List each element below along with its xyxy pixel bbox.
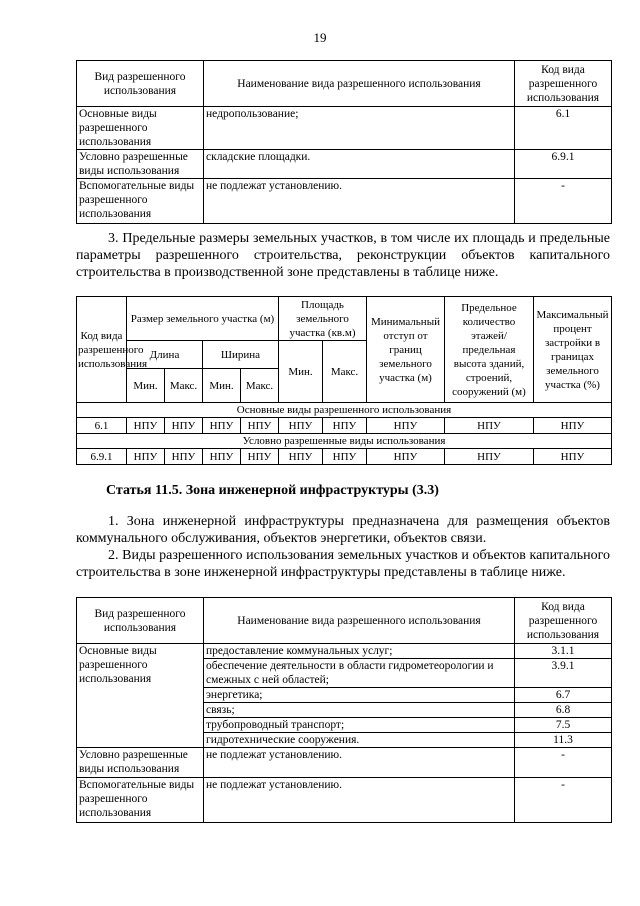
use-code: 6.1	[515, 107, 612, 150]
cell-value: НПУ	[445, 449, 534, 465]
header-use-code: Код вида разрешенного использования	[515, 598, 612, 644]
use-name: предоставление коммунальных услуг;	[204, 644, 515, 659]
permitted-use-table-production	[76, 60, 612, 224]
cell-value: НПУ	[165, 418, 203, 434]
use-name: складские площадки.	[204, 150, 515, 179]
use-code: -	[515, 179, 612, 224]
header-width-max: Макс.	[241, 369, 279, 403]
cell-value: НПУ	[279, 449, 323, 465]
use-category: Вспомогательные виды разрешенного использования	[77, 179, 204, 224]
cell-value: НПУ	[445, 418, 534, 434]
table-row	[77, 150, 612, 179]
cell-value: НПУ	[165, 449, 203, 465]
cell-value: НПУ	[203, 449, 241, 465]
header-use-code: Код вида разрешенного использования	[515, 61, 612, 107]
use-name: энергетика;	[204, 688, 515, 703]
header-width-min: Мин.	[203, 369, 241, 403]
cell-value: НПУ	[367, 449, 445, 465]
use-code: 6.7	[515, 688, 612, 703]
use-name: связь;	[204, 703, 515, 718]
use-code: -	[515, 778, 612, 823]
use-category: Вспомогательные виды разрешенного использования	[77, 778, 204, 823]
header-indent: Минимальный отступ от границ земельного участка (м)	[367, 297, 445, 403]
header-width: Ширина	[203, 341, 279, 369]
use-category: Условно разрешенные виды использования	[77, 748, 204, 778]
use-name: трубопроводный транспорт;	[204, 718, 515, 733]
use-code: 6.8	[515, 703, 612, 718]
use-category: Условно разрешенные виды использования	[77, 150, 204, 179]
permitted-use-table-engineering	[76, 597, 612, 823]
table-row	[77, 644, 612, 659]
use-name: не подлежат установлению.	[204, 179, 515, 224]
row-code: 6.1	[77, 418, 127, 434]
cell-value: НПУ	[367, 418, 445, 434]
header-area-min: Мин.	[279, 341, 323, 403]
table-row	[77, 449, 612, 465]
section-conditional-uses: Условно разрешенные виды использования	[77, 434, 612, 449]
use-code: -	[515, 748, 612, 778]
cell-value: НПУ	[241, 418, 279, 434]
row-code: 6.9.1	[77, 449, 127, 465]
use-name: гидротехнические сооружения.	[204, 733, 515, 748]
cell-value: НПУ	[323, 449, 367, 465]
table-row	[77, 778, 612, 823]
cell-value: НПУ	[534, 449, 612, 465]
cell-value: НПУ	[241, 449, 279, 465]
use-name: не подлежат установлению.	[204, 748, 515, 778]
header-use-name: Наименование вида разрешенного использования	[204, 61, 515, 107]
table-row	[77, 418, 612, 434]
cell-value: НПУ	[279, 418, 323, 434]
use-name: обеспечение деятельности в области гидрометеорологии и смежных с ней областей;	[204, 659, 515, 688]
paragraph-3-limits: 3. Предельные размеры земельных участков, в том числе их площадь и предельные параметры разрешенного строительства, реконструкции объектов капитального строительства в производственной зоне представлены в таблице ниже.	[76, 231, 610, 280]
use-name: недропользование;	[204, 107, 515, 150]
cell-value: НПУ	[323, 418, 367, 434]
use-name: не подлежат установлению.	[204, 778, 515, 823]
use-code: 6.9.1	[515, 150, 612, 179]
limits-table-production	[76, 296, 612, 465]
header-length-max: Макс.	[165, 369, 203, 403]
table-row	[77, 107, 612, 150]
cell-value: НПУ	[127, 418, 165, 434]
cell-value: НПУ	[534, 418, 612, 434]
header-length: Длина	[127, 341, 203, 369]
cell-value: НПУ	[203, 418, 241, 434]
use-category: Основные виды разрешенного использования	[77, 644, 204, 748]
header-area-max: Макс.	[323, 341, 367, 403]
use-code: 11.3	[515, 733, 612, 748]
header-size: Размер земельного участка (м)	[127, 297, 279, 341]
page-number: 19	[313, 30, 327, 45]
use-code: 3.1.1	[515, 644, 612, 659]
cell-value: НПУ	[127, 449, 165, 465]
header-use-name: Наименование вида разрешенного использования	[204, 598, 515, 644]
header-use-type: Вид разрешенного использования	[77, 598, 204, 644]
use-code: 3.9.1	[515, 659, 612, 688]
use-category: Основные виды разрешенного использования	[77, 107, 204, 150]
header-area: Площадь земельного участка (кв.м)	[279, 297, 367, 341]
table-row	[77, 179, 612, 224]
paragraph-zone-uses: 2. Виды разрешенного использования земельных участков и объектов капитального строительства в зоне инженерной инфраструктуры представлены в таблице ниже.	[76, 548, 610, 580]
table-row	[77, 748, 612, 778]
paragraph-zone-purpose: 1. Зона инженерной инфраструктуры предназначена для размещения объектов коммунального обслуживания, объектов энергетики, объектов связи.	[76, 514, 610, 546]
header-code: Код вида разрешенного использования	[77, 297, 127, 403]
header-floors: Предельное количество этажей/ предельная высота зданий, строений, сооружений (м)	[445, 297, 534, 403]
header-use-type: Вид разрешенного использования	[77, 61, 204, 107]
header-length-min: Мин.	[127, 369, 165, 403]
header-percent: Максимальный процент застройки в границах земельного участка (%)	[534, 297, 612, 403]
use-code: 7.5	[515, 718, 612, 733]
section-main-uses: Основные виды разрешенного использования	[77, 403, 612, 418]
article-heading: Статья 11.5. Зона инженерной инфраструктуры (3.3)	[106, 483, 439, 498]
